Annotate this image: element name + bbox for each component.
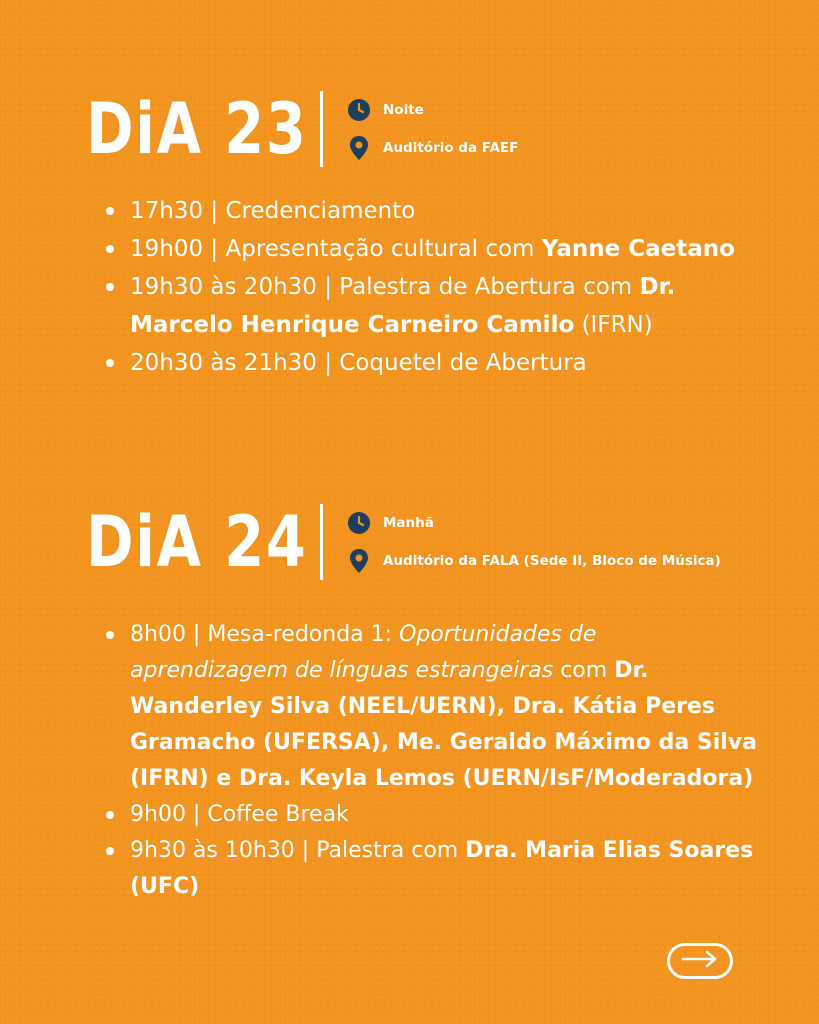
day-23-location-row <box>347 136 518 160</box>
day-24-location: Auditório da FALA (Sede II, Bloco de Música) <box>383 553 721 569</box>
header-divider <box>320 504 323 580</box>
day-23-time: Noite <box>383 102 424 118</box>
day-23-schedule <box>106 192 759 382</box>
day-24-meta <box>347 511 721 573</box>
schedule-item: 19h30 às 20h30 | Palestra de Abertura com Dr. Marcelo Henrique Carneiro Camilo (IFRN) <box>106 268 759 344</box>
day-23-location: Auditório da FAEF <box>383 140 519 156</box>
schedule-item: 19h00 | Apresentação cultural com Yanne Caetano <box>106 230 759 268</box>
header-divider <box>320 91 323 167</box>
day-24-location-row <box>347 549 721 573</box>
schedule-item: 8h00 | Mesa-redonda 1: Oportunidades de aprendizagem de línguas estrangeiras com Dr. Wanderley Silva (NEEL/UERN), Dra. Kátia Peres Gramacho (UFERSA), Me. Geraldo Máximo da Silva (IFRN) e Dra. Keyla Lemos (UERN/IsF/Moderadora) <box>106 617 759 797</box>
day-23-meta <box>347 98 518 160</box>
schedule-item: 9h30 às 10h30 | Palestra com Dra. Maria Elias Soares (UFC) <box>106 833 759 905</box>
next-button[interactable] <box>667 943 733 979</box>
arrow-right-icon <box>680 949 720 973</box>
clock-icon <box>347 98 371 122</box>
map-pin-icon <box>347 136 371 160</box>
day-23-time-row <box>347 98 518 122</box>
clock-icon <box>347 511 371 535</box>
day-24-time-row <box>347 511 721 535</box>
day-24-header <box>86 497 721 587</box>
map-pin-icon <box>347 549 371 573</box>
day-24-time: Manhã <box>383 515 434 531</box>
day-23-header <box>86 84 518 174</box>
day-24-title: DiA 24 <box>86 501 308 583</box>
schedule-item: 17h30 | Credenciamento <box>106 192 759 230</box>
day-24-schedule <box>106 617 759 905</box>
schedule-item: 20h30 às 21h30 | Coquetel de Abertura <box>106 344 759 382</box>
day-23-title: DiA 23 <box>86 88 308 170</box>
schedule-item: 9h00 | Coffee Break <box>106 797 759 833</box>
